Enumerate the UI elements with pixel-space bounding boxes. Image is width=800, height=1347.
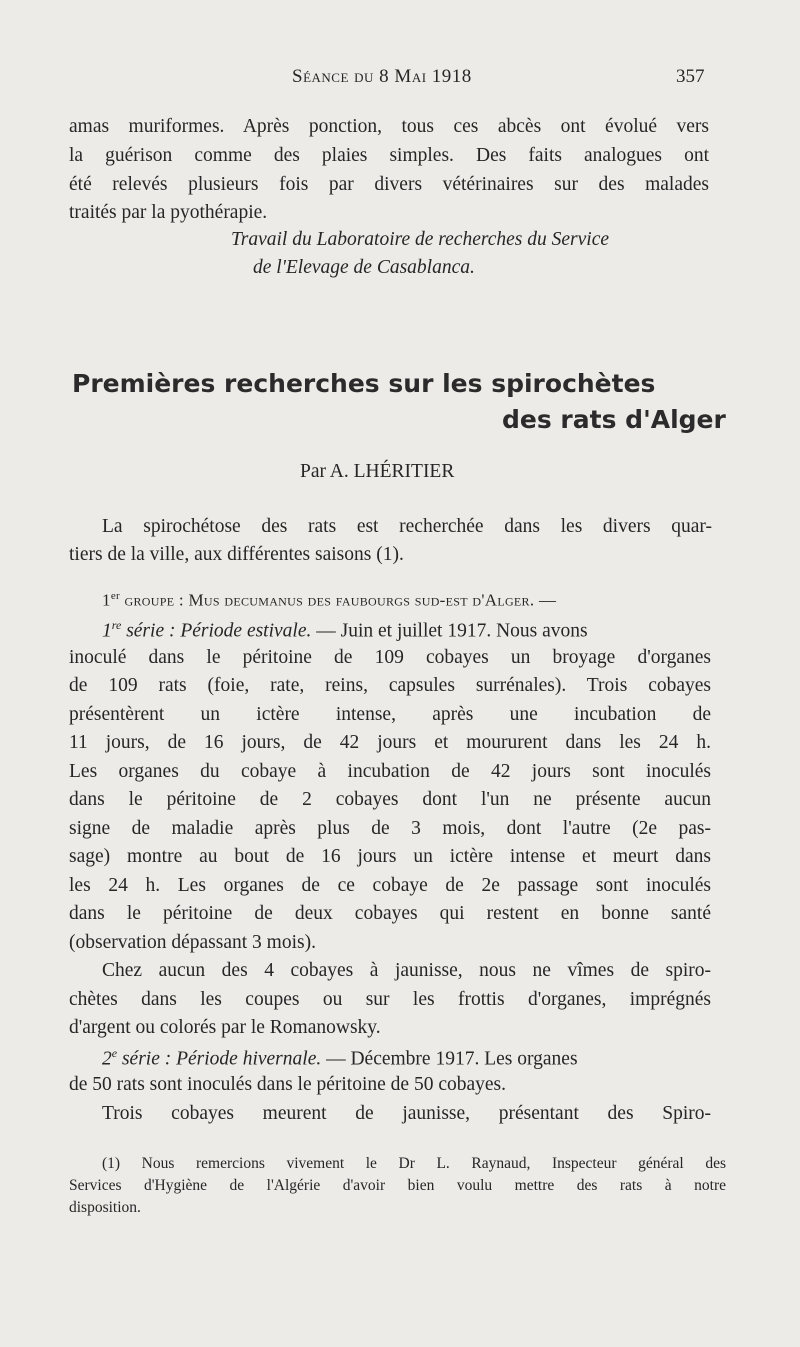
group-number: 1	[102, 590, 111, 610]
footnote-line-1: (1) Nous remercions vivement le Dr L. Raynaud, Inspecteur général des	[102, 1155, 726, 1172]
series-1-line: dans le péritoine de 2 cobayes dont l'un ne présente aucun	[69, 789, 711, 810]
series-1-number-suffix: re	[111, 618, 122, 632]
series-1-date: — Juin et juillet 1917. Nous avons	[311, 620, 588, 642]
article-title-line-1: Premières recherches sur les spirochètes	[72, 369, 656, 398]
series-2-first-line	[102, 1046, 578, 1071]
series-1-line: Les organes du cobaye à incubation de 42 jours sont inoculés	[69, 761, 711, 782]
running-head: Séance du 8 Mai 1918	[292, 66, 472, 87]
series-1-line: les 24 h. Les organes de ce cobaye de 2e passage sont inoculés	[69, 875, 711, 896]
series-1-line: chètes dans les coupes ou sur les frottis d'organes, imprégnés	[69, 989, 711, 1010]
series-2-line: Trois cobayes meurent de jaunisse, présentant des Spiro-	[102, 1103, 711, 1124]
series-2-line: de 50 rats sont inoculés dans le péritoine de 50 cobayes.	[69, 1074, 507, 1095]
series-1-line: présentèrent un ictère intense, après une incubation de	[69, 704, 711, 725]
series-1-line: de 109 rats (foie, rate, reins, capsules surrénales). Trois cobayes	[69, 675, 711, 696]
footnote-line-2: Services d'Hygiène de l'Algérie d'avoir bien voulu mettre des rats à notre	[69, 1177, 726, 1194]
opening-line-3: été relevés plusieurs fois par divers vétérinaires sur des malades	[69, 174, 709, 195]
lab-credit-line-1: Travail du Laboratoire de recherches du Service	[231, 229, 610, 250]
opening-line-4: traités par la pyothérapie.	[69, 202, 268, 223]
series-1-first-line	[102, 618, 588, 643]
group-heading-text: groupe : Mus decumanus des faubourgs sud-est d'Alger. —	[119, 590, 557, 610]
series-2-number-suffix: e	[111, 1046, 118, 1060]
series-1-line: 11 jours, de 16 jours, de 42 jours et moururent dans les 24 h.	[69, 732, 711, 753]
series-1-number: 1	[102, 620, 112, 642]
page-header	[0, 66, 800, 96]
opening-line-2: la guérison comme des plaies simples. Des faits analogues ont	[69, 145, 709, 166]
lab-credit-line-2: de l'Elevage de Casablanca.	[253, 257, 475, 278]
series-2-number: 2	[102, 1048, 112, 1070]
series-1-label: série : Période estivale.	[121, 620, 312, 642]
series-2-date: — Décembre 1917. Les organes	[321, 1048, 578, 1070]
series-1-line: signe de maladie après plus de 3 mois, dont l'autre (2e pas-	[69, 818, 711, 839]
page-number: 357	[676, 66, 705, 87]
series-1-line: d'argent ou colorés par le Romanowsky.	[69, 1017, 381, 1038]
article-author: Par A. LHÉRITIER	[300, 461, 455, 482]
intro-line-1: La spirochétose des rats est recherchée dans les divers quar-	[102, 516, 712, 537]
intro-line-2: tiers de la ville, aux différentes saisons (1).	[69, 544, 404, 565]
opening-line-1: amas muriformes. Après ponction, tous ces abcès ont évolué vers	[69, 116, 709, 137]
series-2-label: série : Période hivernale.	[117, 1048, 322, 1070]
series-1-line: (observation dépassant 3 mois).	[69, 932, 316, 953]
article-title-line-2: des rats d'Alger	[502, 405, 726, 434]
group-number-suffix: er	[110, 590, 120, 602]
group-heading	[102, 590, 556, 611]
series-1-line: inoculé dans le péritoine de 109 cobayes un broyage d'organes	[69, 647, 711, 668]
series-1-line: dans le péritoine de deux cobayes qui restent en bonne santé	[69, 903, 711, 924]
series-1-line: Chez aucun des 4 cobayes à jaunisse, nous ne vîmes de spiro-	[102, 960, 711, 981]
series-1-line: sage) montre au bout de 16 jours un ictère intense et meurt dans	[69, 846, 711, 867]
footnote-line-3: disposition.	[69, 1199, 141, 1216]
